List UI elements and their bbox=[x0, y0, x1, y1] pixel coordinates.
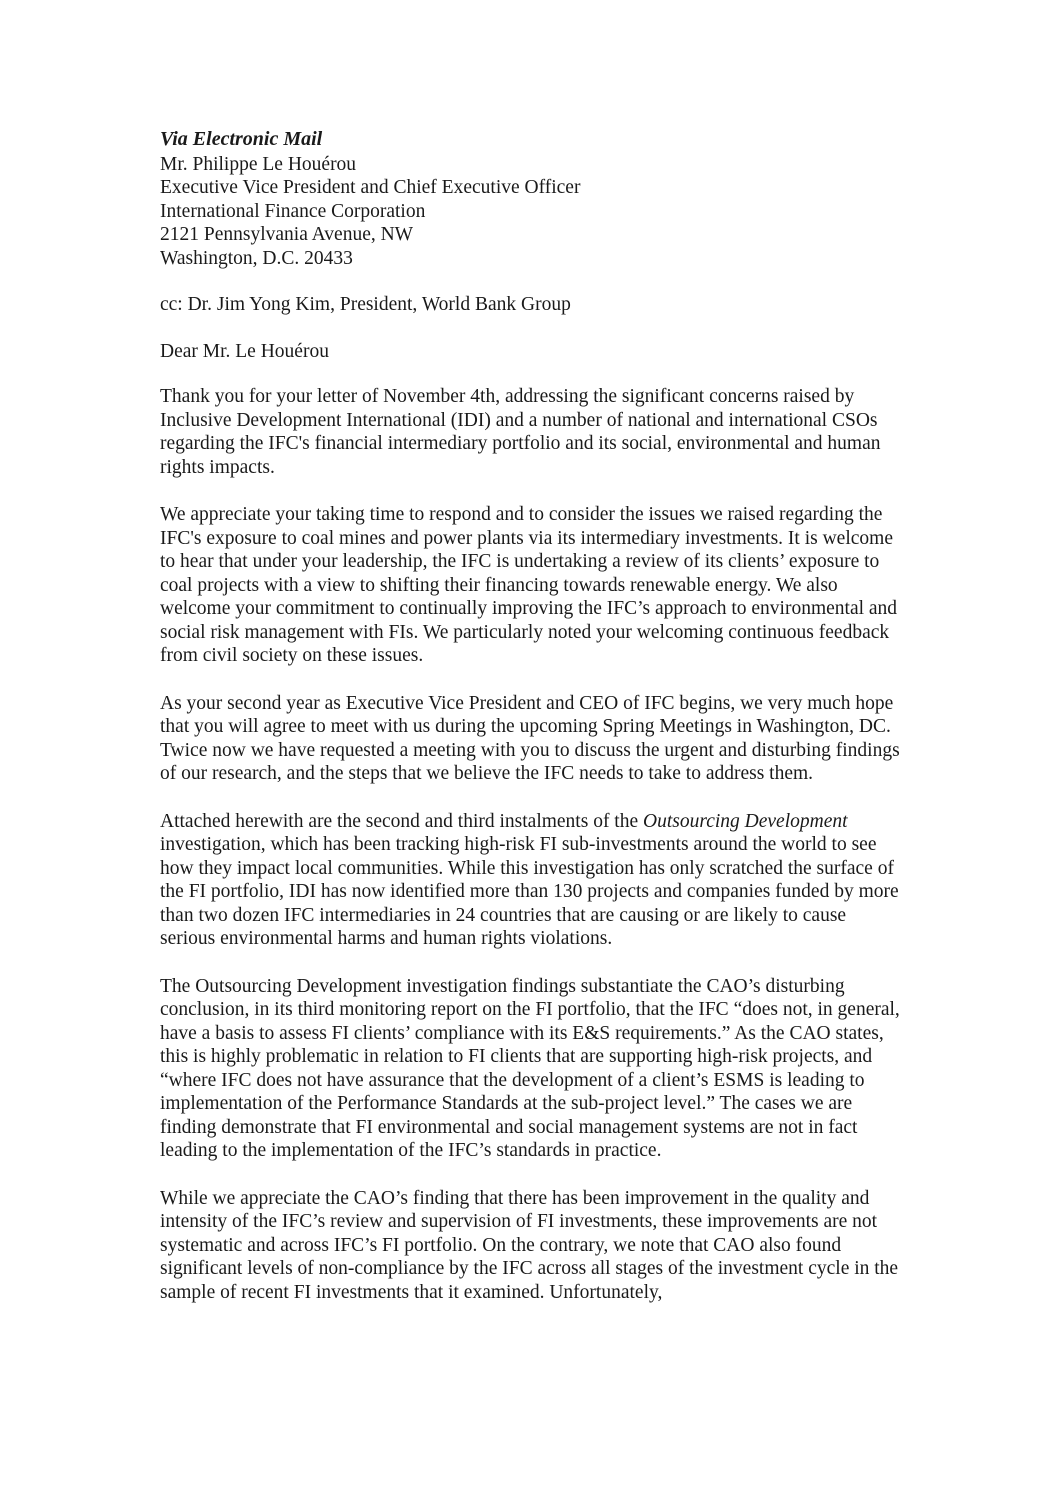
paragraph-4 bbox=[160, 810, 900, 951]
recipient-street: 2121 Pennsylvania Avenue, NW bbox=[160, 224, 414, 245]
recipient-organization: International Finance Corporation bbox=[160, 200, 426, 222]
letter-body bbox=[160, 128, 900, 1304]
paragraph-4-lead: Attached herewith are the second and third instalments of the bbox=[160, 810, 644, 832]
recipient-title: Executive Vice President and Chief Executive Officer bbox=[160, 177, 581, 198]
paragraph-3: As your second year as Executive Vice President and CEO of IFC begins, we very much hope that you will agree to meet with us during the upcoming Spring Meetings in Washington, DC. Twice now we have requested a meeting with you to discuss the urgent and disturbing findings of our research, and the steps that we believe the IFC needs to take to address them. bbox=[160, 692, 900, 784]
recipient-address bbox=[160, 153, 900, 271]
paragraph-2: We appreciate your taking time to respond and to consider the issues we raised regarding the IFC's exposure to coal mines and power plants via its intermediary investments. It is welcome to hear that under your leadership, the IFC is undertaking a review of its clients’ exposure to coal projects with a view to shifting their financing towards renewable energy. We also welcome your commitment to continually improving the IFC’s approach to environmental and social risk management with FIs. We particularly noted your welcoming continuous feedback from civil society on these issues. bbox=[160, 504, 898, 666]
paragraph-5: The Outsourcing Development investigation findings substantiate the CAO’s disturbing conclusion, in its third monitoring report on the FI portfolio, that the IFC “does not, in general, have a basis to assess FI clients’ compliance with its E&S requirements.” As the CAO states, this is highly problematic in relation to FI clients that are supporting high-risk projects, and “where IFC does not have assurance that the development of a client’s ESMS is leading to implementation of the Performance Standards at the sub-project level.” The cases we are finding demonstrate that FI environmental and social management systems are not in fact leading to the implementation of the IFC’s standards in practice. bbox=[160, 975, 900, 1161]
recipient-city: Washington, D.C. 20433 bbox=[160, 247, 353, 269]
report-title: Outsourcing Development bbox=[643, 810, 848, 832]
recipient-name: Mr. Philippe Le Houérou bbox=[160, 153, 357, 175]
salutation: Dear Mr. Le Houérou bbox=[160, 340, 329, 362]
paragraph-4-rest: investigation, which has been tracking high-risk FI sub-investments around the world to see how they impact local communities. While this investigation has only scratched the surface of the FI portfolio, IDI has now identified more than 130 projects and companies funded by more than two dozen IFC intermediaries in 24 countries that are causing or are likely to cause serious environmental harms and human rights violations. bbox=[160, 834, 899, 949]
paragraph-6: While we appreciate the CAO’s finding that there has been improvement in the quality and intensity of the IFC’s review and supervision of FI investments, these improvements are not systematic and across IFC’s FI portfolio. On the contrary, we note that CAO also found significant levels of non-compliance by the IFC across all stages of the investment cycle in the sample of recent FI investments that it examined. Unfortunately, bbox=[160, 1187, 899, 1303]
cc-line: cc: Dr. Jim Yong Kim, President, World Bank Group bbox=[160, 294, 571, 315]
paragraph-1: Thank you for your letter of November 4th, addressing the significant concerns raised by Inclusive Development International (IDI) and a number of national and international CSOs regarding the IFC's financial intermediary portfolio and its social, environmental and human rights impacts. bbox=[160, 386, 881, 478]
delivery-method: Via Electronic Mail bbox=[160, 128, 323, 150]
